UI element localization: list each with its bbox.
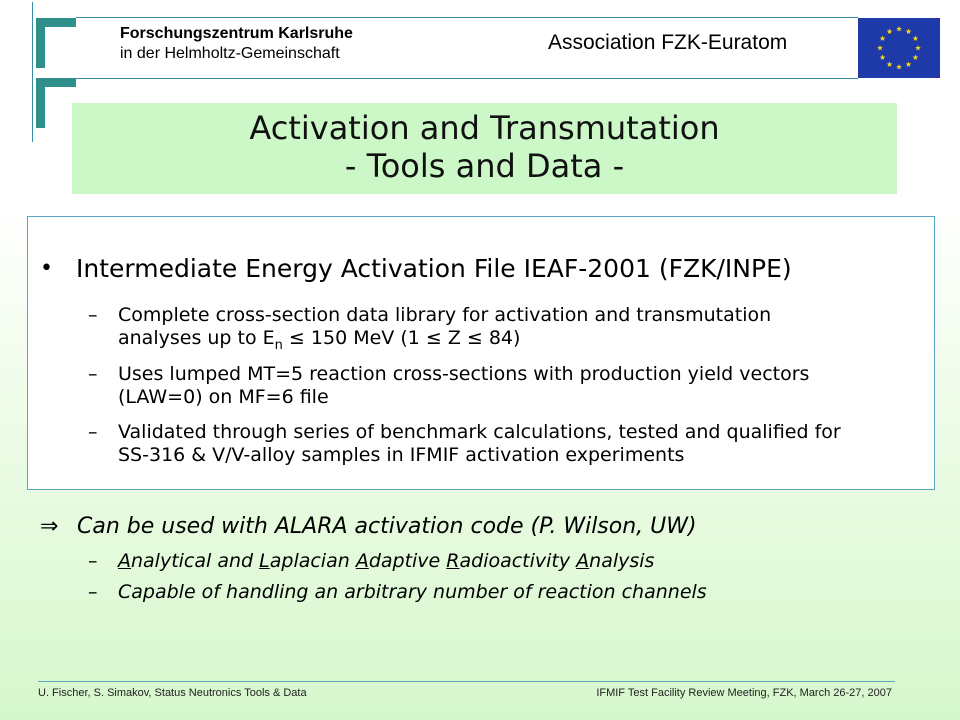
institution-name — [120, 24, 353, 64]
flag-star-icon — [906, 61, 912, 66]
flag-star-icon — [880, 36, 886, 41]
flag-star-icon — [880, 55, 886, 60]
header-rule-top — [76, 17, 858, 18]
flag-star-icon — [915, 45, 921, 50]
implies-arrow-icon: ⇒ — [40, 514, 59, 539]
flag-star-icon — [896, 64, 902, 69]
institution-line1: Forschungszentrum Karlsruhe — [120, 25, 353, 42]
item-text-range: ≤ 150 MeV (1 ≤ Z ≤ 84) — [282, 327, 521, 349]
header-rule-bottom — [76, 78, 858, 79]
subscript-n: n — [274, 337, 283, 353]
association-label: Association FZK-Euratom — [548, 31, 788, 54]
implication-text: Can be used with ALARA activation code (P. Wilson, UW) — [77, 514, 697, 539]
flag-star-icon — [896, 26, 902, 31]
title-line1: Activation and Transmutation — [249, 109, 720, 147]
item-text-cont: analyses up to E — [118, 327, 275, 349]
institution-line2: in der Helmholtz-Gemeinschaft — [120, 45, 340, 62]
slide-title — [72, 103, 897, 194]
item-text: Uses lumped MT=5 reaction cross-sections with production yield vectors — [118, 363, 810, 385]
item-text: Validated through series of benchmark calculations, tested and qualified for — [118, 421, 841, 443]
dash-icon: – — [88, 421, 98, 443]
flag-star-icon — [906, 29, 912, 34]
flag-star-icon — [887, 61, 893, 66]
alara-acronym-expansion: Analytical and Laplacian Adaptive Radioactivity Analysis — [118, 550, 655, 572]
dash-icon: – — [88, 304, 98, 326]
footer-rule — [38, 681, 895, 682]
item-text: Capable of handling an arbitrary number of reaction channels — [118, 581, 707, 603]
item-text: Complete cross-section data library for activation and transmutation — [118, 304, 772, 326]
dash-icon: – — [88, 581, 98, 603]
dash-icon: – — [88, 550, 98, 572]
title-line2: - Tools and Data - — [344, 147, 625, 185]
footer-meeting: IFMIF Test Facility Review Meeting, FZK, March 26-27, 2007 — [596, 687, 892, 699]
item-text-cont: SS-316 & V/V-alloy samples in IFMIF activation experiments — [118, 444, 685, 466]
bullet-heading: Intermediate Energy Activation File IEAF-2001 (FZK/INPE) — [76, 254, 792, 283]
flag-star-icon — [877, 45, 883, 50]
bullet-icon: • — [40, 256, 53, 281]
flag-star-icon — [913, 36, 919, 41]
dash-icon: – — [88, 363, 98, 385]
eu-flag-icon — [858, 18, 940, 78]
item-text-cont: (LAW=0) on MF=6 file — [118, 386, 329, 408]
footer-authors: U. Fischer, S. Simakov, Status Neutronics Tools & Data — [38, 687, 307, 699]
flag-star-icon — [913, 55, 919, 60]
flag-star-icon — [887, 29, 893, 34]
